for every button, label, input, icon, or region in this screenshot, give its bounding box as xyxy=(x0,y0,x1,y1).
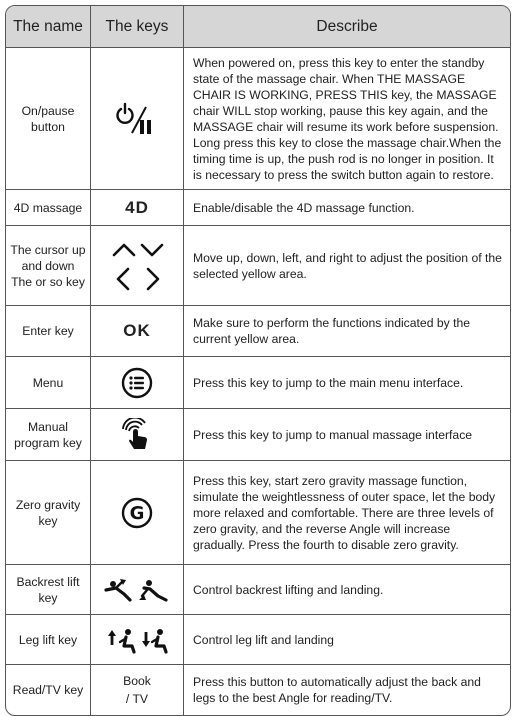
row-name-backrest: Backrest lift key xyxy=(6,565,91,615)
row-name-zero-gravity: Zero gravity key xyxy=(6,461,91,565)
table-row xyxy=(6,306,510,357)
row-key-read-tv xyxy=(91,665,184,715)
menu-list-icon xyxy=(121,367,153,399)
table-row xyxy=(6,615,510,665)
header-describe: Describe xyxy=(184,6,510,48)
row-key-zero-gravity xyxy=(91,461,184,565)
function-table-container xyxy=(5,5,509,712)
table-row xyxy=(6,461,510,565)
table-header-row xyxy=(6,6,510,48)
key-book-tv-line2: / TV xyxy=(125,692,149,706)
row-name-on-pause: On/pause button xyxy=(6,48,91,190)
row-key-enter xyxy=(91,306,184,357)
row-desc-menu: Press this key to jump to the main menu interface. xyxy=(184,357,510,409)
row-desc-read-tv: Press this button to automatically adjust the back and legs to the best Angle for reading/TV. xyxy=(193,675,481,705)
row-name-4d: 4D massage xyxy=(6,190,91,226)
power-pause-icon xyxy=(112,99,162,139)
zero-gravity-g-icon xyxy=(121,497,153,529)
table-row xyxy=(6,190,510,226)
table-row xyxy=(6,226,510,306)
row-key-leg xyxy=(91,615,184,665)
table-row xyxy=(6,409,510,461)
row-name-menu: Menu xyxy=(6,357,91,409)
key-4d-label: 4D xyxy=(125,197,149,217)
table-row xyxy=(6,565,510,615)
row-desc-zero-gravity: Press this key, start zero gravity massage function, simulate the weightlessness of outer space, let the body more relaxed and comfortable. There are three levels of zero gravity, and the reverse Angle will increase gradually. Press the fourth to disable zero gravity. xyxy=(184,461,510,565)
leg-lift-icon xyxy=(102,626,172,654)
header-name: The name xyxy=(6,6,91,48)
row-name-leg: Leg lift key xyxy=(6,615,91,665)
row-key-on-pause xyxy=(91,48,184,190)
key-book-tv-line1: Book xyxy=(123,674,151,688)
row-desc-enter: Make sure to perform the functions indicated by the current yellow area. xyxy=(184,306,510,357)
backrest-lift-icon xyxy=(102,576,172,604)
remote-keys-table xyxy=(5,5,511,716)
direction-arrows-icon xyxy=(106,235,168,297)
row-key-4d xyxy=(91,190,184,226)
table-row xyxy=(6,357,510,409)
row-desc-backrest: Control backrest lifting and landing. xyxy=(184,565,510,615)
row-name-read-tv: Read/TV key xyxy=(6,665,91,715)
row-desc-cursor: Move up, down, left, and right to adjust the position of the selected yellow area. xyxy=(184,226,510,306)
row-key-backrest xyxy=(91,565,184,615)
row-desc-leg: Control leg lift and landing xyxy=(184,615,510,665)
table-row xyxy=(6,665,510,715)
row-key-manual xyxy=(91,409,184,461)
row-name-enter: Enter key xyxy=(6,306,91,357)
row-desc-on-pause: When powered on, press this key to enter the standby state of the massage chair. When THE MASSAGE CHAIR IS WORKING, PRESS THIS key, the MASSAGE chair WILL stop working, pause this key again, and the MASSAGE chair will resume its work before suspension. Long press this key to close the massage chair.When the timing time is up, the push rod is no longer in position. It is necessary to press the switch button again to restore. xyxy=(184,48,510,190)
key-ok-label: OK xyxy=(123,321,151,340)
row-desc-manual: Press this key to jump to manual massage interface xyxy=(184,409,510,461)
table-row xyxy=(6,48,510,190)
row-name-cursor: The cursor up and down The or so key xyxy=(6,226,91,306)
row-name-manual: Manual program key xyxy=(6,409,91,461)
svg-text:G: G xyxy=(129,502,145,524)
header-keys: The keys xyxy=(91,6,184,48)
row-key-cursor xyxy=(91,226,184,306)
row-desc-4d: Enable/disable the 4D massage function. xyxy=(184,190,510,226)
touch-hand-icon xyxy=(120,418,154,452)
row-key-menu xyxy=(91,357,184,409)
